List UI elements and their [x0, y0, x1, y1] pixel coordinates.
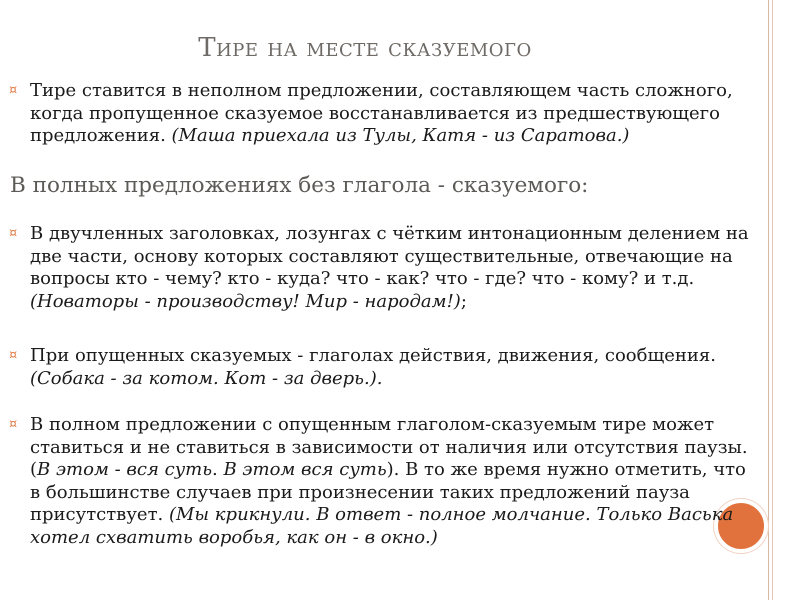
- paragraph-text: Тире ставится в неполном предложении, составляющем часть сложного, когда пропущенное сказуемое восстанавливается из предшествующего предложения.: [30, 80, 733, 146]
- example-text: В этом - вся суть: [37, 459, 213, 480]
- example-text: В этом вся суть: [223, 459, 387, 480]
- example-text: (Новаторы - производству! Мир - народам!): [30, 290, 461, 312]
- bullet-icon: ¤: [9, 417, 18, 432]
- example-text: (Мы крикнули. В ответ - полное молчание. Только Васька хотел схватить воробья, как он - в окно.): [30, 504, 734, 548]
- decor-rule-right: [772, 0, 773, 600]
- decor-rule-left: [768, 0, 769, 600]
- bullet-icon: ¤: [9, 226, 18, 241]
- slide-title: Тире на месте сказуемого: [198, 33, 532, 63]
- paragraph-text: .: [212, 459, 224, 480]
- section-heading: В полных предложениях без глагола - сказуемого:: [10, 173, 589, 198]
- example-text: (Маша приехала из Тулы, Катя - из Саратова.): [171, 125, 630, 146]
- paragraph-text: В двучленных заголовках, лозунгах с чётким интонационным делением на две части, основу которых составляют существительные, отвечающие на вопросы кто - чему? кто - куда? что - как? что - где? что - кому? и т.д.: [30, 223, 749, 289]
- paragraph-4: [9, 414, 760, 549]
- paragraph-text: При опущенных сказуемых - глаголах действия, движения, сообщения.: [30, 345, 716, 366]
- paragraph-tail: ;: [460, 290, 467, 312]
- paragraph-text: ). В то же время нужно отметить, что в большинстве случаев при произнесении таких предложений пауза присутствует.: [30, 459, 746, 525]
- bullet-icon: ¤: [9, 348, 18, 363]
- paragraph-1: [9, 80, 760, 148]
- example-text: (Собака - за котом. Кот - за дверь.).: [30, 367, 383, 389]
- paragraph-text: В полном предложении с опущенным глаголом-сказуемым тире может ставиться и не ставиться в зависимости от наличия или отсутствия паузы. (: [30, 414, 748, 480]
- paragraph-3: [9, 345, 760, 390]
- bullet-icon: ¤: [9, 83, 18, 98]
- paragraph-2: [9, 223, 760, 313]
